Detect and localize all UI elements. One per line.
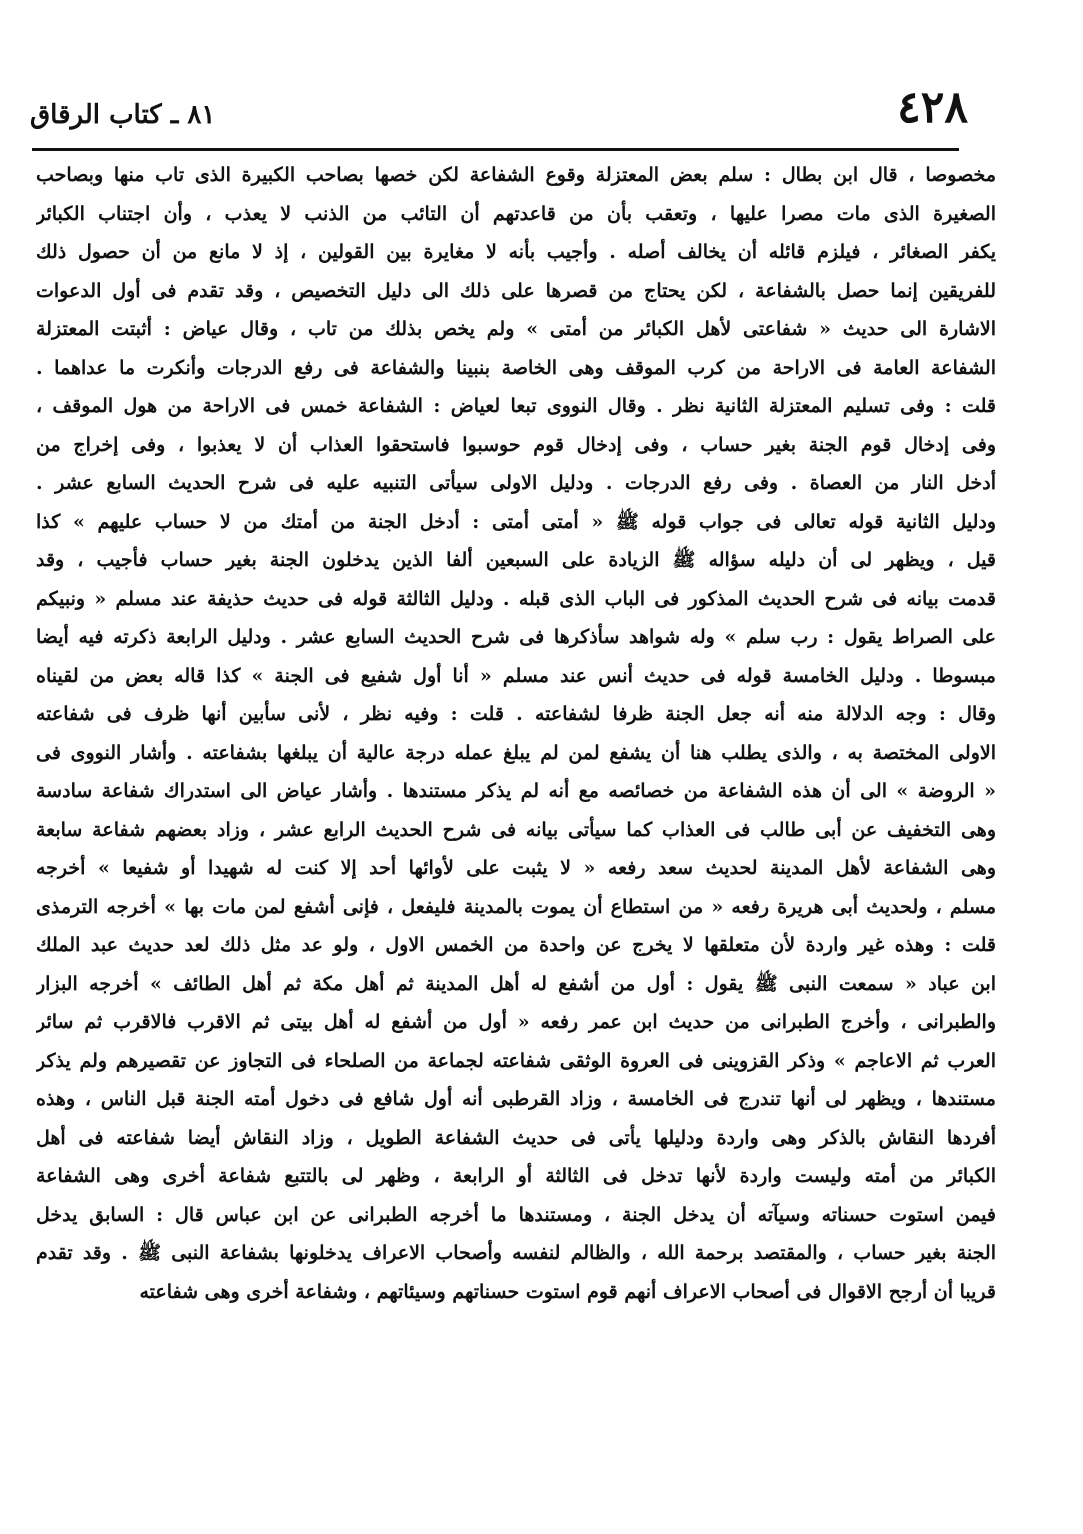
page-number: ٤٢٨ <box>897 82 968 133</box>
text-line: ودليل الثانية قوله تعالى فى جواب قوله ﷺ « أمتى أمتى : أدخل الجنة من أمتك من لا حساب عليهم » كذا <box>36 510 996 533</box>
text-line: مخصوصا ، قال ابن بطال : سلم بعض المعتزلة وقوع الشفاعة لكن خصها بصاحب الكبيرة الذى تاب منها وبصاحب <box>36 164 996 186</box>
text-line: الشفاعة العامة فى الاراحة من كرب الموقف وهى الخاصة بنبينا والشفاعة فى رفع الدرجات وأنكرت ما عداهما . <box>36 356 996 379</box>
chapter-title: ٨١ ـ كتاب الرقاق <box>30 100 216 130</box>
text-line: الصغيرة الذى مات مصرا عليها ، وتعقب بأن من قاعدتهم أن التائب من الذنب لا يعذب ، وأن اجتناب الكبائر <box>36 202 996 225</box>
text-line: قلت : وهذه غير واردة لأن متعلقها لا يخرج عن واحدة من الخمس الاول ، ولو عد مثل ذلك لعد حديث عبد الملك <box>36 934 996 956</box>
text-line: وفى إدخال قوم الجنة بغير حساب ، وفى إدخال قوم حوسبوا فاستحقوا العذاب أن لا يعذبوا ، وفى إخراج من <box>36 433 996 456</box>
page-header <box>30 84 968 144</box>
text-line: الاشارة الى حديث « شفاعتى لأهل الكبائر من أمتى » ولم يخص بذلك من تاب ، وقال عياض : أثبتت المعتزلة <box>36 318 996 340</box>
text-line: مستندها ، ويظهر لى أنها تندرج فى الخامسة ، وزاد القرطبى أنه أول شافع فى دخول أمته الجنة قبل الناس ، وهذه <box>36 1088 996 1110</box>
text-line: العرب ثم الاعاجم » وذكر القزوينى فى العروة الوثقى شفاعته لجماعة من الصلحاء فى التجاوز عن تقصيرهم ولم يذكر <box>36 1049 996 1072</box>
text-line: للفريقين إنما حصل بالشفاعة ، لكن يحتاج من قصرها على ذلك الى دليل التخصيص ، وقد تقدم فى أول الدعوات <box>36 279 996 302</box>
text-line: وهى التخفيف عن أبى طالب فى العذاب كما سيأتى بيانه فى شرح الحديث الرابع عشر ، وزاد بعضهم شفاعة سابعة <box>36 818 996 841</box>
text-line: أفردها النقاش بالذكر وهى واردة ودليلها يأتى فى حديث الشفاعة الطويل ، وزاد النقاش أيضا شفاعته فى أهل <box>36 1126 996 1149</box>
text-line: مبسوطا . ودليل الخامسة قوله فى حديث أنس عند مسلم « أنا أول شفيع فى الجنة » كذا قاله بعض من لقيناه <box>36 664 996 687</box>
text-line: قريبا أن أرجح الاقوال فى أصحاب الاعراف أنهم قوم استوت حسناتهم وسيئاتهم ، وشفاعة أخرى وهى شفاعته <box>139 1280 996 1303</box>
text-line: على الصراط يقول : رب سلم » وله شواهد سأذكرها فى شرح الحديث السابع عشر . ودليل الرابعة ذكرته فيه أيضا <box>36 626 996 648</box>
text-line: فيمن استوت حسناته وسيآته أن يدخل الجنة ، ومستندها ما أخرجه الطبرانى عن ابن عباس قال : السابق يدخل <box>36 1203 996 1226</box>
text-line: ابن عباد « سمعت النبى ﷺ يقول : أول من أشفع له أهل المدينة ثم أهل مكة ثم أهل الطائف » أخرجه البزار <box>36 972 996 995</box>
text-line: والطبرانى ، وأخرج الطبرانى من حديث ابن عمر رفعه « أول من أشفع له أهل بيتى ثم الاقرب فالاقرب ثم سائر <box>36 1011 996 1033</box>
body-text <box>36 156 996 1311</box>
text-line: قيل ، ويظهر لى أن دليله سؤاله ﷺ الزيادة على السبعين ألفا الذين يدخلون الجنة بغير حساب فأجيب ، وقد <box>36 549 996 571</box>
text-line: « الروضة » الى أن هذه الشفاعة من خصائصه مع أنه لم يذكر مستندها . وأشار عياض الى استدراك شفاعة سادسة <box>36 780 996 802</box>
text-line: الاولى المختصة به ، والذى يطلب هنا أن يشفع لمن لم يبلغ عمله درجة عالية أن يبلغها بشفاعته . وأشار النووى فى <box>36 741 996 764</box>
text-line: وقال : وجه الدلالة منه أنه جعل الجنة ظرفا لشفاعته . قلت : وفيه نظر ، لأنى سأبين أنها ظرف فى شفاعته <box>36 703 996 725</box>
text-line: أدخل النار من العصاة . وفى رفع الدرجات . ودليل الاولى سيأتى التنبيه عليه فى شرح الحديث السابع عشر . <box>36 472 996 494</box>
text-line: يكفر الصغائر ، فيلزم قائله أن يخالف أصله . وأجيب بأنه لا مغايرة بين القولين ، إذ لا مانع من أن حصول ذلك <box>36 241 996 263</box>
text-line: الكبائر من أمته وليست واردة لأنها تدخل فى الثالثة أو الرابعة ، وظهر لى بالتتبع شفاعة أخرى وهى الشفاعة <box>36 1165 996 1187</box>
text-line: قدمت بيانه فى شرح الحديث المذكور فى الباب الذى قبله . ودليل الثالثة قوله فى حديث حذيفة عند مسلم « ونبيكم <box>36 587 996 610</box>
text-line: الجنة بغير حساب ، والمقتصد برحمة الله ، والظالم لنفسه وأصحاب الاعراف يدخلونها بشفاعة النبى ﷺ . وقد تقدم <box>36 1242 996 1264</box>
text-line: وهى الشفاعة لأهل المدينة لحديث سعد رفعه « لا يثبت على لأوائها أحد إلا كنت له شهيدا أو شفيعا » أخرجه <box>36 857 996 879</box>
header-rule <box>32 148 959 151</box>
text-line: قلت : وفى تسليم المعتزلة الثانية نظر . وقال النووى تبعا لعياض : الشفاعة خمس فى الاراحة من هول الموقف ، <box>36 395 996 417</box>
text-line: مسلم ، ولحديث أبى هريرة رفعه « من استطاع أن يموت بالمدينة فليفعل ، فإنى أشفع لمن مات بها » أخرجه الترمذى <box>36 895 996 918</box>
